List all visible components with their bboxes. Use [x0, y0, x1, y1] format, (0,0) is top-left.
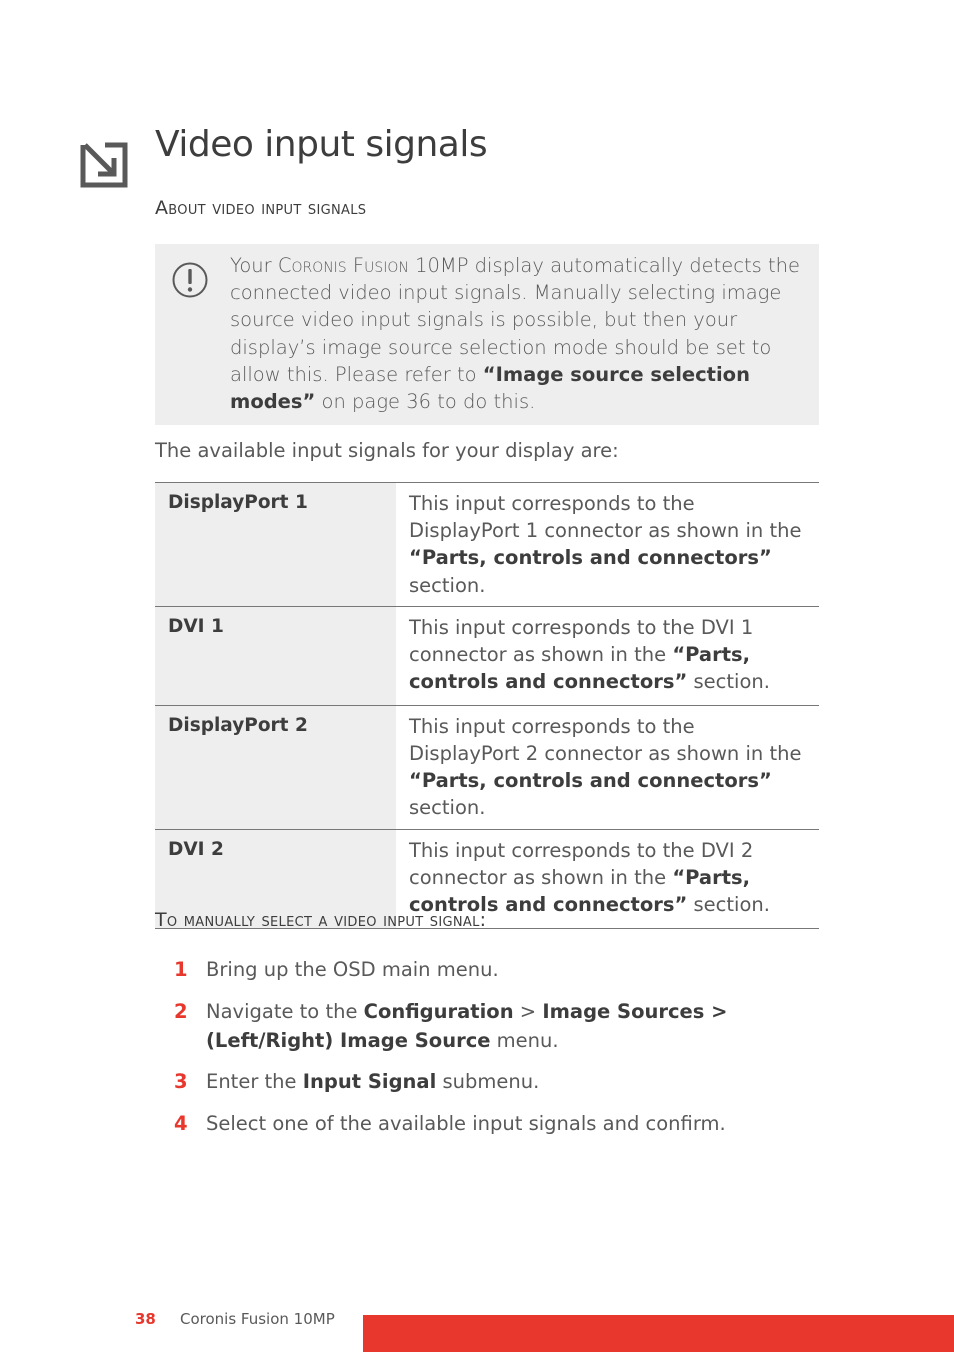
exclamation-circle-icon: [171, 261, 209, 299]
list-item: 4 Select one of the available input signals and confirm.: [155, 1109, 815, 1138]
image-source-selection-modes-link[interactable]: “Image source selection modes”: [230, 362, 750, 414]
note-box: [155, 244, 819, 425]
signal-description: This input corresponds to the DVI 2 connector as shown in the “Parts, controls and connectors” section.: [396, 829, 819, 928]
input-signals-table: [155, 482, 819, 929]
product-name: Coronis Fusion: [277, 254, 409, 277]
table-row: [155, 606, 819, 705]
step-number: 3: [174, 1070, 188, 1093]
footer-title: Coronis Fusion 10MP: [180, 1310, 335, 1328]
list-item: 2 Navigate to the Configuration > Image Sources > (Left/Right) Image Source menu.: [155, 997, 815, 1055]
intro-text: The available input signals for your display are:: [155, 439, 619, 462]
parts-controls-connectors-link[interactable]: “Parts, controls and connectors”: [409, 643, 751, 694]
parts-controls-connectors-link[interactable]: “Parts, controls and connectors”: [409, 546, 772, 570]
procedure-steps: [155, 955, 815, 1150]
parts-controls-connectors-link[interactable]: “Parts, controls and connectors”: [409, 769, 772, 793]
list-item: 3 Enter the Input Signal submenu.: [155, 1067, 815, 1096]
menu-configuration: Configuration: [363, 999, 514, 1023]
arrow-into-box-icon: [79, 139, 129, 189]
section-heading: About video input signals: [155, 197, 367, 219]
table-row: [155, 483, 819, 607]
list-item: 1 Bring up the OSD main menu.: [155, 955, 815, 984]
footer-accent-bar: [363, 1315, 954, 1352]
signal-name: DisplayPort 2: [155, 705, 396, 829]
signal-description: This input corresponds to the DVI 1 connector as shown in the “Parts, controls and connectors” section.: [396, 606, 819, 705]
menu-input-signal: Input Signal: [302, 1070, 437, 1093]
parts-controls-connectors-link[interactable]: “Parts, controls and connectors”: [409, 865, 751, 917]
step-number: 1: [174, 958, 188, 981]
signal-description: This input corresponds to the DisplayPort 2 connector as shown in the “Parts, controls and connectors” section.: [396, 705, 819, 829]
signal-description: This input corresponds to the DisplayPort 1 connector as shown in the “Parts, controls and connectors” section.: [396, 483, 819, 607]
step-number: 2: [174, 999, 188, 1023]
step-number: 4: [174, 1111, 188, 1135]
signal-name: DVI 1: [155, 606, 396, 705]
page-number: 38: [135, 1310, 156, 1328]
page-title: Video input signals: [155, 124, 488, 165]
signal-name: DisplayPort 1: [155, 483, 396, 607]
menu-image-source: Image Sources > (Left/Right) Image Source: [206, 999, 728, 1052]
procedure-heading: To manually select a video input signal:: [155, 909, 487, 931]
table-row: [155, 705, 819, 829]
signal-name: DVI 2: [155, 829, 396, 928]
note-text: Your Coronis Fusion 10MP display automatically detects the connected video input signals. Manually selecting image source video input signals is possible, but then your display’s image source selection mode should be set to allow this. Please refer to “Image source selection modes” on page 36 to do this.: [230, 254, 800, 414]
